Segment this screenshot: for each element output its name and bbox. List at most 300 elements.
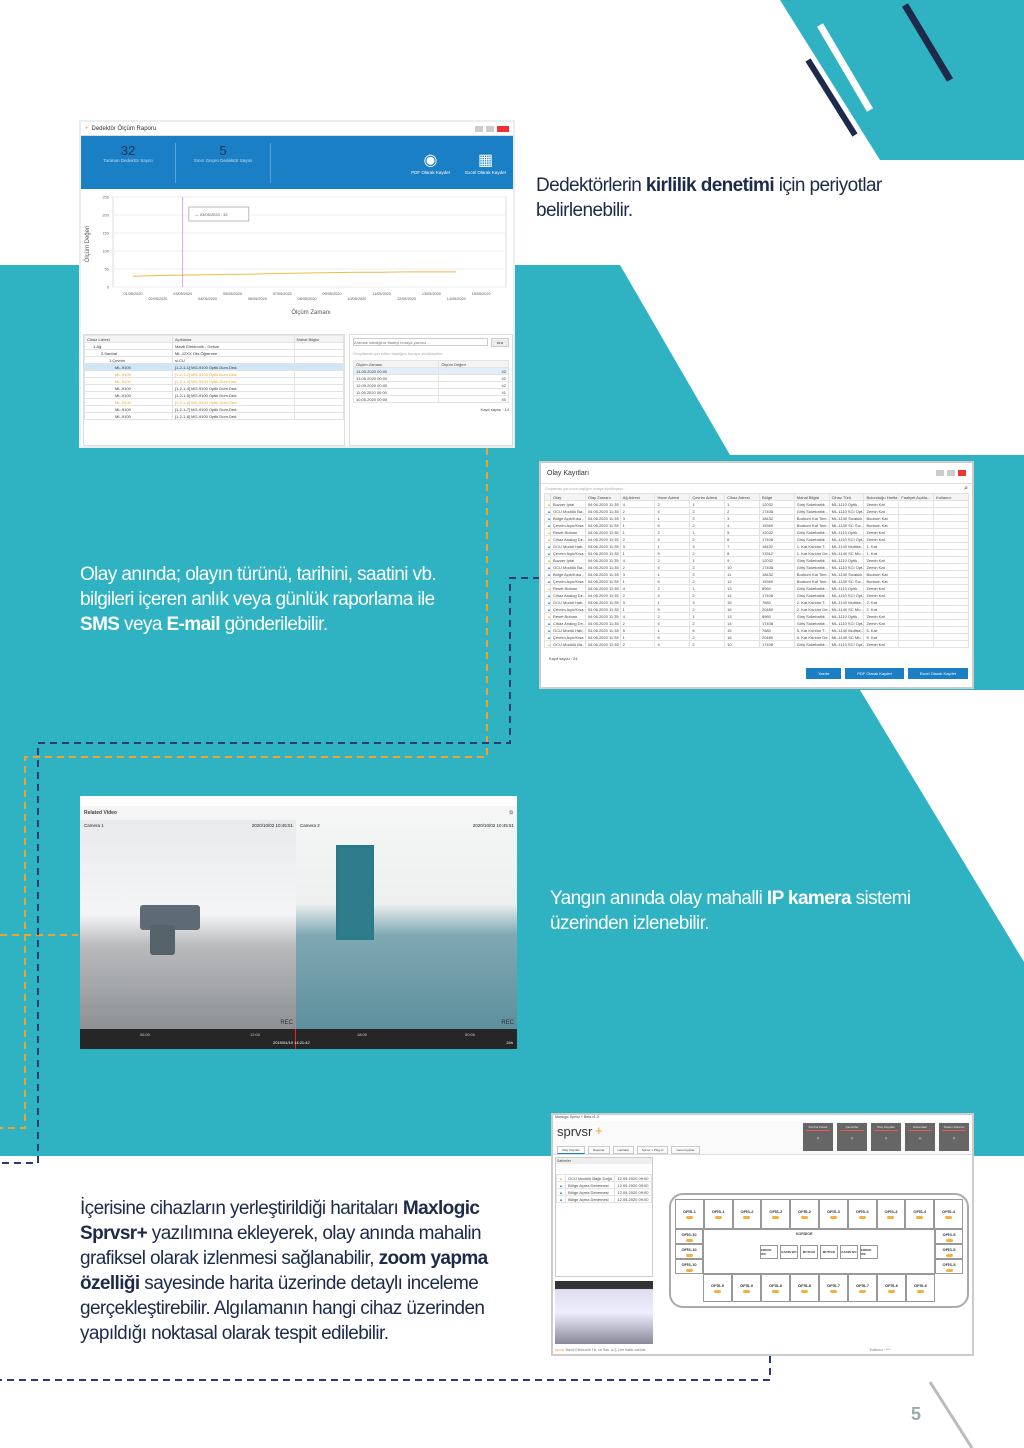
device-name: ML-9100 <box>85 413 173 420</box>
cell: 18432 <box>759 571 794 578</box>
cell: 04.06.2020 11:35 <box>585 627 620 634</box>
detector-icon[interactable] <box>714 1290 721 1293</box>
tile-icon: ◎ <box>884 1136 888 1140</box>
cell: Zemin Kat <box>864 613 899 620</box>
column-header[interactable]: Olay Zamanı <box>585 494 620 501</box>
camera-timestamp: 2020/10/02 10:45:51 <box>472 823 514 828</box>
room[interactable] <box>848 1274 877 1302</box>
cell: 1. Kat Koridor T.. <box>794 543 829 550</box>
record-count: Kayıt sayısı : 24 <box>549 656 578 661</box>
playhead[interactable] <box>295 1029 296 1049</box>
rec-indicator: REC <box>280 1020 293 1026</box>
logo-plus: + <box>595 1123 603 1138</box>
table-row[interactable] <box>85 399 344 406</box>
room[interactable]: ERKEK WC <box>860 1245 878 1259</box>
cell <box>899 606 934 613</box>
room-label: OFİS-7 <box>856 1283 869 1288</box>
detector-icon[interactable] <box>743 1216 750 1219</box>
excel-save-button[interactable] <box>458 150 513 175</box>
cell: 1 <box>690 613 725 620</box>
room-label: OFİS-9 <box>740 1283 753 1288</box>
table-row[interactable] <box>545 522 969 529</box>
device-name: ML-9100 <box>85 364 173 371</box>
pdf-save-button[interactable]: PDF Olarak Kaydet <box>845 668 903 679</box>
column-header[interactable]: Bulunduğu Harita <box>864 494 899 501</box>
detector-icon[interactable] <box>686 1216 693 1219</box>
stat-value: 5 <box>219 142 227 158</box>
cell: 2. Kat <box>864 606 899 613</box>
detector-icon[interactable] <box>946 1239 953 1242</box>
x-tick-label: 08/05/2020 <box>297 297 317 301</box>
table-row[interactable] <box>557 1189 652 1196</box>
room[interactable] <box>704 1199 733 1229</box>
column-header[interactable]: Bölge <box>759 494 794 501</box>
table-row[interactable] <box>354 389 509 396</box>
room[interactable]: MUTFAK <box>800 1245 818 1259</box>
column-header[interactable]: Çevrim Adresi <box>690 494 725 501</box>
room-label: OFİS-10 <box>681 1246 697 1252</box>
app-icon: + <box>85 125 89 132</box>
device-name: 1.Ağ <box>85 343 173 350</box>
cell: Bodrum Kat Tem.. <box>794 515 829 522</box>
column-header[interactable]: Ağ Adresi <box>620 494 655 501</box>
table-row[interactable] <box>545 585 969 592</box>
cell: 10 <box>725 564 760 571</box>
table-row[interactable] <box>557 1196 652 1203</box>
detector-icon[interactable] <box>686 1254 693 1257</box>
cell <box>934 599 969 606</box>
room[interactable] <box>703 1274 732 1302</box>
cell: ML-1110 Optik .. <box>829 557 864 564</box>
location-cell <box>294 378 343 385</box>
stat-label: Taranan Dedektör Sayısı <box>103 157 153 163</box>
cell: 04.06.2020 11:35 <box>585 634 620 641</box>
cell: Bodrum Kat <box>864 522 899 529</box>
room[interactable] <box>877 1274 906 1302</box>
cell: 3 <box>620 543 655 550</box>
table-row[interactable] <box>545 578 969 585</box>
cell: 2 <box>655 585 690 592</box>
room[interactable]: MUTFAK <box>820 1245 838 1259</box>
cell: Zemin Kat <box>864 585 899 592</box>
text: gönderilebilir. <box>219 614 328 635</box>
table-row[interactable] <box>545 606 969 613</box>
floor-plan <box>669 1193 969 1308</box>
tab[interactable]: Haritalar <box>613 1146 634 1154</box>
detector-icon[interactable] <box>946 1269 953 1272</box>
column-header[interactable]: Kullanıcı <box>934 494 969 501</box>
cell: 1 <box>690 557 725 564</box>
room[interactable] <box>934 1199 963 1229</box>
cell: 2 <box>690 550 725 557</box>
room[interactable] <box>732 1274 761 1302</box>
table-row[interactable] <box>545 529 969 536</box>
column-header[interactable]: Ölçüm Değeri <box>439 361 509 368</box>
eye-document-icon: ◉ <box>423 152 438 169</box>
cell: 2 <box>690 508 725 515</box>
info-icon: ▲ <box>545 620 551 627</box>
dashboard-tile[interactable] <box>939 1123 969 1151</box>
event-name: GCU Modülü Bağlı Değil <box>566 1175 615 1182</box>
room[interactable] <box>905 1199 934 1229</box>
timeline-time: 2019/04/19 14:21:42 <box>273 1040 310 1045</box>
warning-icon: ▲ <box>545 557 551 564</box>
room[interactable] <box>761 1199 790 1229</box>
measurement-time: 12.05.2020 00:00 <box>354 382 439 389</box>
room[interactable] <box>819 1199 848 1229</box>
cell: 8 <box>725 550 760 557</box>
cell: Buzzer İptal <box>551 501 586 508</box>
timeline-tick: 12:00 <box>250 1032 261 1037</box>
room-label: OFİS-5 <box>942 1231 956 1237</box>
cell: 2 <box>690 578 725 585</box>
table-row[interactable] <box>557 1182 652 1189</box>
room-label: OFİS-2 <box>798 1209 812 1214</box>
cell: ML-1110 SCI Opt.. <box>829 508 864 515</box>
room[interactable] <box>675 1259 703 1274</box>
room[interactable] <box>906 1274 935 1302</box>
search-icon[interactable]: ⌕ <box>964 484 968 492</box>
detector-icon[interactable] <box>801 1216 808 1219</box>
record-count: Kayıt sayısı : 14 <box>480 407 509 412</box>
camera-preview[interactable] <box>555 1281 653 1344</box>
tile-icon: ◎ <box>816 1136 820 1140</box>
table-row[interactable] <box>545 557 969 564</box>
table-row[interactable] <box>354 382 509 389</box>
warning-icon: ▲ <box>545 585 551 592</box>
cell: 16 <box>725 606 760 613</box>
panel-title: Sahneler <box>556 1158 652 1164</box>
cell: 04.06.2020 11:35 <box>585 606 620 613</box>
table-row[interactable] <box>85 371 344 378</box>
cell: ML-1130 Sıcaklık <box>829 571 864 578</box>
room[interactable] <box>761 1274 790 1302</box>
location-cell <box>294 350 343 357</box>
camera-1-feed[interactable] <box>80 820 296 1029</box>
table-row[interactable] <box>85 357 344 364</box>
tab[interactable]: Olay Kayıtları <box>557 1146 585 1154</box>
cell: 6 <box>725 536 760 543</box>
search-input[interactable] <box>353 338 488 346</box>
events-panel <box>555 1157 653 1277</box>
table-row[interactable] <box>545 634 969 641</box>
cell: 4 <box>655 592 690 599</box>
cell: 3 <box>725 515 760 522</box>
cell: 5 <box>655 634 690 641</box>
maximize-button[interactable] <box>947 470 955 476</box>
table-row[interactable] <box>354 396 509 403</box>
table-row[interactable] <box>85 350 344 357</box>
table-row[interactable] <box>354 368 509 375</box>
table-row[interactable] <box>545 641 969 648</box>
column-header[interactable]: Mahal Bilgisi <box>294 336 343 343</box>
cell: 15 <box>725 599 760 606</box>
x-tick-label: 03/05/2020 <box>173 292 193 296</box>
close-button[interactable] <box>958 470 966 476</box>
detector-icon[interactable] <box>743 1290 750 1293</box>
cell <box>899 522 934 529</box>
cell: Zemin Kat <box>864 536 899 543</box>
cell: Çevrim Açık/Kısa <box>551 578 586 585</box>
status-bar <box>840 1130 864 1131</box>
detector-icon[interactable] <box>830 1216 837 1219</box>
detector-icon[interactable] <box>715 1216 722 1219</box>
detector-icon[interactable] <box>859 1216 866 1219</box>
cell: 12032 <box>759 529 794 536</box>
info-icon: ▲ <box>545 606 551 613</box>
cell: 5 <box>655 578 690 585</box>
warning-icon: ▲ <box>557 1175 566 1182</box>
detector-icon[interactable] <box>686 1239 693 1242</box>
rec-indicator: REC <box>501 1020 514 1026</box>
detector-icon[interactable] <box>859 1290 866 1293</box>
cell: 1 <box>620 578 655 585</box>
device-description: [1-2-1-8] MG-9100 Optik Dum.Ded. <box>172 413 294 420</box>
cell: Reset Butonu <box>551 613 586 620</box>
tile-label: Kameralar <box>913 1125 927 1129</box>
cell: 04.06.2020 11:35 <box>585 557 620 564</box>
detector-icon[interactable] <box>686 1269 693 1272</box>
measurement-time: 10.05.2020 00:00 <box>354 396 439 403</box>
room[interactable] <box>819 1274 848 1302</box>
table-row[interactable] <box>85 364 344 371</box>
device-name: 2.Santral <box>85 350 173 357</box>
cell: 1 <box>655 515 690 522</box>
cell: 04.06.2020 11:35 <box>585 508 620 515</box>
cell: 5 <box>655 522 690 529</box>
info-icon: ▲ <box>545 578 551 585</box>
table-row[interactable] <box>545 620 969 627</box>
cell: 10 <box>725 641 760 648</box>
detector-icon[interactable] <box>801 1290 808 1293</box>
close-button[interactable] <box>497 126 509 132</box>
info-icon: ▲ <box>557 1196 566 1203</box>
measurement-value: 41 <box>439 389 509 396</box>
pdf-save-button[interactable] <box>403 150 458 175</box>
cell: ML-1140 SC Mu.. <box>829 634 864 641</box>
room[interactable] <box>935 1244 963 1259</box>
cell: 5 <box>725 529 760 536</box>
column-header[interactable]: Cihaz Türü <box>829 494 864 501</box>
minimize-button[interactable] <box>475 126 483 132</box>
search-button[interactable]: Ara <box>491 338 509 347</box>
room[interactable] <box>935 1229 963 1244</box>
table-row[interactable] <box>354 375 509 382</box>
info-icon: ▲ <box>545 522 551 529</box>
panel-title: Related Video <box>84 810 117 816</box>
column-header[interactable]: Hane Adresi <box>655 494 690 501</box>
cell: 16 <box>725 634 760 641</box>
column-header[interactable]: Cihaz Adresi <box>725 494 760 501</box>
cell: 04.06.2020 11:35 <box>585 641 620 648</box>
device-name: ML-9100 <box>85 406 173 413</box>
cell: 15 <box>725 627 760 634</box>
table-row[interactable] <box>545 564 969 571</box>
print-button[interactable]: Yazdır <box>806 668 841 679</box>
detector-icon[interactable] <box>945 1216 952 1219</box>
cell <box>899 592 934 599</box>
dashboard-tile[interactable] <box>905 1123 935 1151</box>
x-tick-label: 10/05/2020 <box>347 297 367 301</box>
tab[interactable]: Raporlar <box>588 1146 610 1154</box>
cell: ML-1110 Optik .. <box>829 585 864 592</box>
cell: 5 <box>655 606 690 613</box>
cell: GCU Modülü Ba.. <box>551 641 586 648</box>
cell: 4 <box>655 620 690 627</box>
detector-icon[interactable] <box>887 1216 894 1219</box>
cell: Reset Butonu <box>551 585 586 592</box>
x-tick-label: 11/05/2020 <box>372 292 392 296</box>
cell <box>899 641 934 648</box>
table-row[interactable] <box>85 413 344 420</box>
room-label: OFİS-3 <box>855 1209 869 1214</box>
tab[interactable]: Genel Ayarlar <box>671 1146 699 1154</box>
cell: 8960 <box>759 613 794 620</box>
warning-icon: ▲ <box>545 613 551 620</box>
dashboard-tile[interactable] <box>871 1123 901 1151</box>
column-header[interactable]: Olay <box>551 494 586 501</box>
measurement-value: 42 <box>439 382 509 389</box>
room-label: OFİS-4 <box>913 1209 927 1214</box>
detector-icon[interactable] <box>916 1216 923 1219</box>
tab[interactable]: Sprvsr + Plug-In <box>637 1146 669 1154</box>
table-row[interactable] <box>545 550 969 557</box>
cell <box>934 613 969 620</box>
room[interactable] <box>848 1199 877 1229</box>
dashboard-tile[interactable] <box>837 1123 867 1151</box>
room[interactable] <box>675 1229 703 1244</box>
table-row[interactable] <box>85 406 344 413</box>
cell: ML-1110 Optik .. <box>829 529 864 536</box>
detector-icon[interactable] <box>772 1290 779 1293</box>
column-header[interactable]: Faaliyet Açıkla... <box>899 494 934 501</box>
table-row[interactable] <box>545 613 969 620</box>
device-description: Mavili Elektronik - Gebze <box>172 343 294 350</box>
group-hint: Gruplamak için sütun başlığını buraya sürükleyiniz... <box>353 351 446 356</box>
table-row[interactable] <box>545 571 969 578</box>
cell: Giriş Sokebatlık .. <box>794 613 829 620</box>
cell: ML-1130 SC Sıc.. <box>829 522 864 529</box>
cell: Çevrim Açık/Kısa <box>551 550 586 557</box>
cell: 1 <box>725 501 760 508</box>
room[interactable] <box>675 1244 703 1259</box>
cell: 4 <box>655 641 690 648</box>
table-row[interactable] <box>545 536 969 543</box>
table-row[interactable] <box>545 508 969 515</box>
excel-save-button[interactable]: Excel Olarak Kaydet <box>908 668 968 679</box>
room[interactable] <box>935 1259 963 1274</box>
table-row[interactable] <box>545 592 969 599</box>
info-icon: ▲ <box>545 543 551 550</box>
x-tick-label: 15/05/2020 <box>471 292 491 296</box>
camera-text <box>550 886 930 936</box>
dashboard-tile[interactable] <box>803 1123 833 1151</box>
table-row[interactable] <box>85 378 344 385</box>
cell <box>934 571 969 578</box>
range-selector[interactable]: 24h <box>506 1040 513 1045</box>
detector-icon[interactable] <box>772 1216 779 1219</box>
y-tick-label: 100 <box>102 248 109 254</box>
room[interactable]: KADIN WC <box>840 1245 858 1259</box>
cell <box>934 627 969 634</box>
detector-icon[interactable] <box>917 1290 924 1293</box>
cell: 13 <box>725 613 760 620</box>
cell: 3 <box>620 515 655 522</box>
y-tick-label: 200 <box>102 212 109 218</box>
detector-icon[interactable] <box>946 1254 953 1257</box>
cell: Çevrim Açık/Kısa <box>551 522 586 529</box>
table-row[interactable] <box>545 627 969 634</box>
device-description: ML-12XX Oto-Öğrenme <box>172 350 294 357</box>
video-timeline[interactable] <box>80 1029 517 1049</box>
cell <box>899 620 934 627</box>
device-name: 1.Çevrim <box>85 357 173 364</box>
warning-icon: ▲ <box>545 536 551 543</box>
column-header[interactable]: Ölçüm Zamanı <box>354 361 439 368</box>
room[interactable]: ERKEK WC <box>760 1245 778 1259</box>
column-header[interactable]: Cihaz Listesi <box>85 336 173 343</box>
room-label: OFİS-3 <box>884 1209 898 1214</box>
timeline-tick: 00:00 <box>465 1032 476 1037</box>
cell: 7680 <box>759 627 794 634</box>
cell: Reset Butonu <box>551 529 586 536</box>
detector-icon[interactable] <box>888 1290 895 1293</box>
table-row[interactable] <box>545 501 969 508</box>
maximize-button[interactable] <box>486 126 494 132</box>
room[interactable] <box>790 1199 819 1229</box>
x-tick-label: 14/05/2020 <box>446 297 466 301</box>
table-row[interactable] <box>545 543 969 550</box>
table-row[interactable] <box>85 343 344 350</box>
device-description: [1-2-1-2] MG-9100 Optik Dum.Ded. <box>172 371 294 378</box>
cell: Zemin Kat <box>864 641 899 648</box>
cell: 2. Kat <box>864 599 899 606</box>
label: Excel Olarak Kaydet <box>465 170 506 175</box>
column-header[interactable]: Mahal Bilgisi <box>794 494 829 501</box>
room[interactable]: KADIN WC <box>780 1245 798 1259</box>
cell: 1. Kat <box>864 550 899 557</box>
cell: 2 <box>620 620 655 627</box>
room[interactable] <box>733 1199 762 1229</box>
cell: Giriş Sokebatlık .. <box>794 508 829 515</box>
info-icon: ▲ <box>545 599 551 606</box>
cell: 1 <box>655 599 690 606</box>
cell: GCU Modülü Ba.. <box>551 564 586 571</box>
cell: 2 <box>655 501 690 508</box>
cell: 12032 <box>759 557 794 564</box>
room[interactable] <box>877 1199 906 1229</box>
cell: 1 <box>690 585 725 592</box>
table-row[interactable] <box>557 1175 652 1182</box>
minimize-button[interactable] <box>936 470 944 476</box>
cell: ML-1110 Optik .. <box>829 613 864 620</box>
table-row[interactable] <box>85 385 344 392</box>
column-header[interactable]: Açıklama <box>172 336 294 343</box>
x-tick-label: 06/05/2020 <box>247 297 267 301</box>
detector-icon[interactable] <box>830 1290 837 1293</box>
room[interactable] <box>790 1274 819 1302</box>
table-row[interactable] <box>545 599 969 606</box>
cell <box>934 606 969 613</box>
page-number: 5 <box>911 1404 922 1424</box>
table-row[interactable] <box>545 515 969 522</box>
table-row[interactable] <box>85 392 344 399</box>
camera-2-feed[interactable] <box>296 820 517 1029</box>
room[interactable] <box>675 1199 704 1229</box>
cell: 4 <box>620 557 655 564</box>
popout-icon[interactable]: ⧉ <box>509 810 513 816</box>
cell: Cihaz Analog De.. <box>551 620 586 627</box>
